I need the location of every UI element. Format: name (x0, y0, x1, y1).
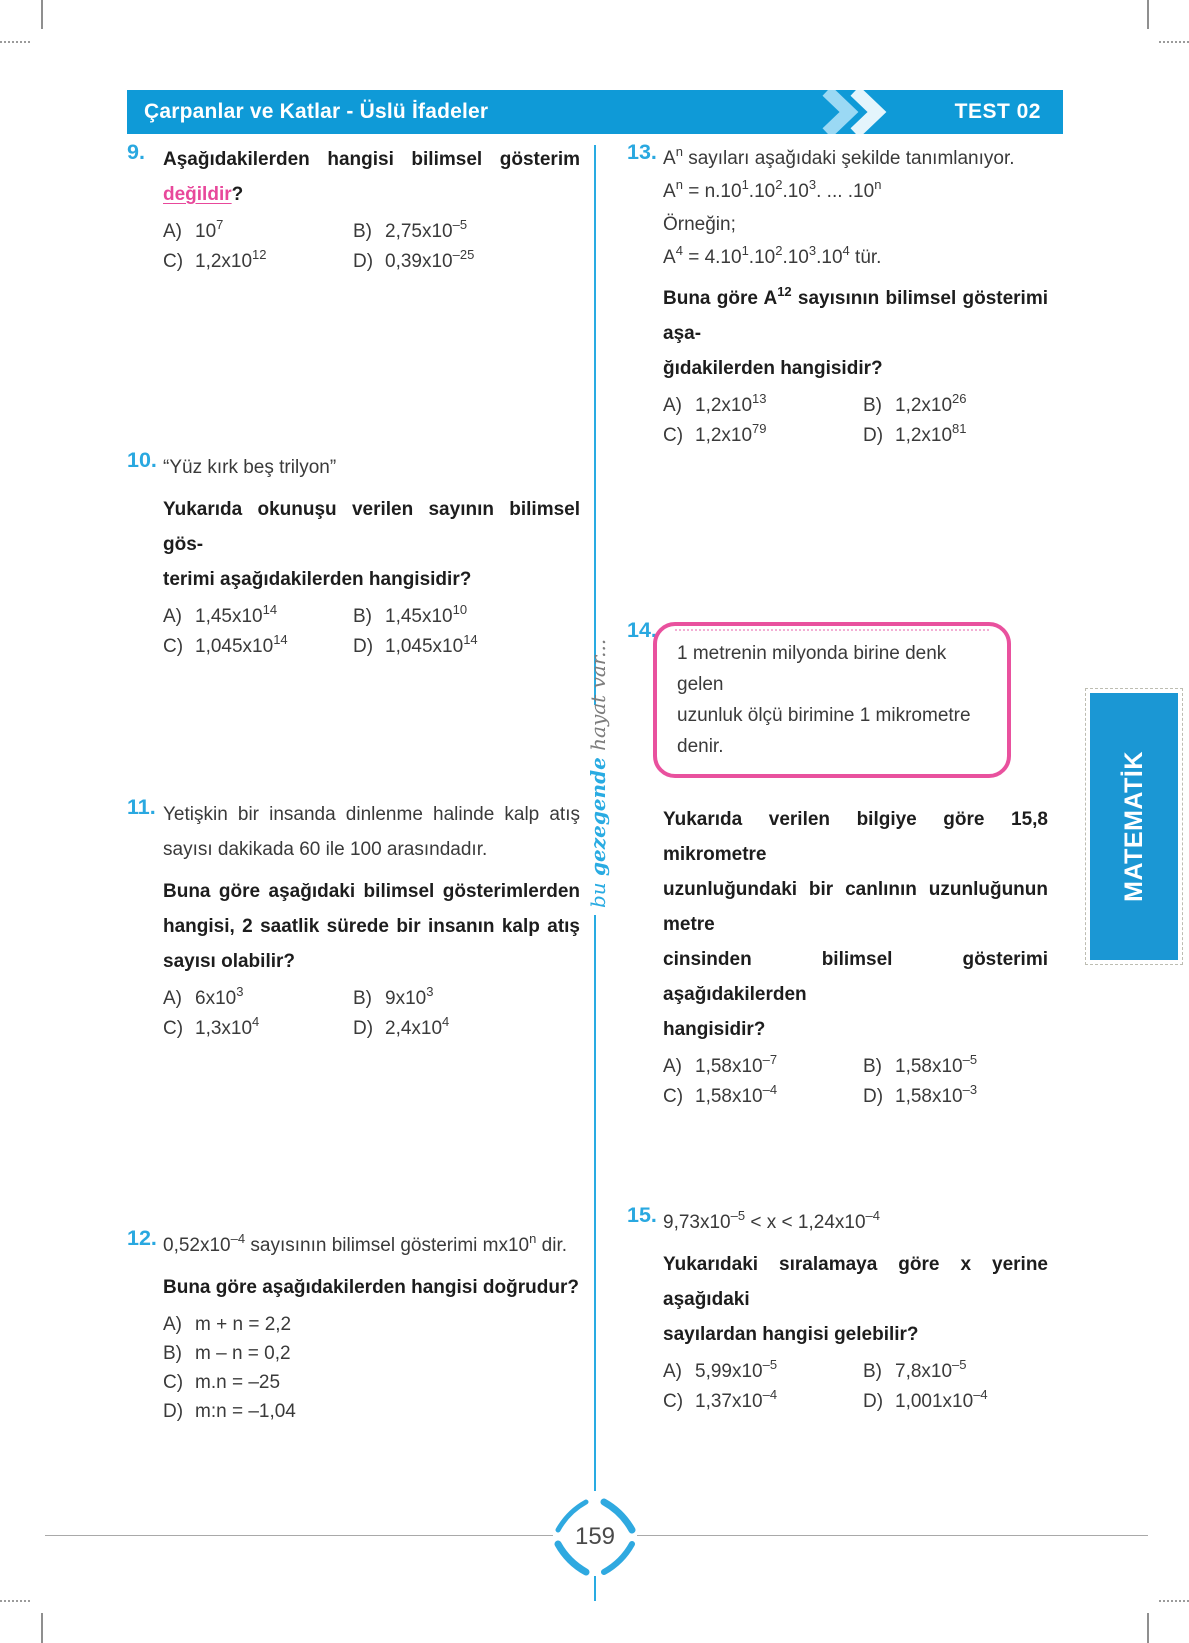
question-number: 10. (127, 448, 157, 472)
question-body (163, 1228, 580, 1426)
option-b: B) $1,58x10^{-5}$ (863, 1051, 978, 1077)
option-d: D) $1,001x10^{-4}$ (863, 1386, 988, 1412)
subject-tab-matematik (1090, 693, 1178, 960)
page-title: Çarpanlar ve Katlar - Üslü İfadeler (144, 100, 489, 123)
subject-tab-label: MATEMATİK (1119, 751, 1148, 902)
option-c: C) $1,3x10^4$ (163, 1013, 260, 1039)
option-a: A) $10^7$ (163, 216, 224, 242)
option-c: C) m.n = –25 (163, 1372, 281, 1393)
option-d: D) $1,2x10^{81}$ (863, 420, 967, 446)
highlighted-word: değildir (163, 184, 232, 205)
crop-mark (0, 1600, 30, 1602)
option-c: C) $1,37x10^{-4}$ (663, 1386, 778, 1412)
question-body (163, 450, 580, 662)
column-divider (594, 915, 596, 1491)
column-divider (594, 145, 596, 705)
question-stem: Aşağıdakilerden hangisi bilimsel gösterim değildir? (163, 149, 580, 205)
question-stem: Yukarıda okunuşu verilen sayının bilimsel gös- terimi aşağıdakilerden hangisidir? (163, 499, 580, 590)
option-d: D) $1,045x10^{14}$ (353, 631, 478, 657)
crop-mark (41, 0, 43, 29)
option-a: A) m + n = 2,2 (163, 1314, 292, 1335)
option-a: A) $5,99x10^{-5}$ (663, 1356, 778, 1382)
crop-mark (1159, 41, 1189, 43)
option-b: B) m – n = 0,2 (163, 1343, 291, 1364)
option-d: D) $1,58x10^{-3}$ (863, 1081, 978, 1107)
option-b: B) $9x10^3$ (353, 983, 434, 1009)
question-11 (127, 797, 580, 1044)
question-intro: “Yüz kırk beş trilyon” (163, 457, 337, 478)
question-body (163, 797, 580, 1044)
question-body (663, 1205, 1048, 1417)
question-number: 9. (127, 140, 145, 164)
crop-mark (1147, 0, 1149, 29)
footer-rule (637, 1535, 1148, 1536)
script-note-part: bu (586, 875, 610, 908)
question-14 (627, 620, 1048, 1112)
divider-script-note (586, 639, 610, 908)
option-b: B) $1,2x10^{26}$ (863, 390, 967, 416)
option-b: B) $2,75x10^{-5}$ (353, 216, 468, 242)
options (163, 1310, 580, 1426)
header-bar (127, 90, 1063, 134)
question-number: 14. (627, 618, 657, 642)
info-box: 1 metrenin milyonda birine denk gelen uzunluk ölçü birimine 1 mikrometre denir. (653, 622, 1011, 778)
option-a: A) $6x10^3$ (163, 983, 244, 1009)
question-12 (127, 1228, 580, 1426)
question-intro: Yetişkin bir insanda dinlenme halinde kalp atış sayısı dakikada 60 ile 100 arasındadır. (163, 804, 580, 860)
question-stem: Yukarıdaki sıralamaya göre x yerine aşağıdaki sayılardan hangisi gelebilir? (663, 1254, 1048, 1345)
question-body (663, 622, 1048, 1112)
option-c: C) $1,2x10^{79}$ (663, 420, 767, 446)
option-c: C) $1,045x10^{14}$ (163, 631, 288, 657)
chevron-right-icon (819, 90, 903, 134)
question-13 (627, 142, 1048, 451)
option-a: A) $1,2x10^{13}$ (663, 390, 767, 416)
crop-mark (0, 41, 30, 43)
crop-mark (1159, 1600, 1189, 1602)
option-d: D) m:n = –1,04 (163, 1401, 296, 1422)
options (663, 391, 1048, 451)
crop-mark (1147, 1613, 1149, 1643)
question-15 (627, 1205, 1048, 1417)
question-body (163, 142, 580, 277)
question-stem: Buna göre $A^{12}$ sayısının bilimsel gösterimi aşa- ğıdakilerden hangisidir? (663, 283, 1049, 379)
question-9 (127, 142, 580, 277)
options (663, 1052, 1048, 1112)
option-d: D) $2,4x10^4$ (353, 1013, 450, 1039)
question-intro: $A^n$ sayıları aşağıdaki şekilde tanımlanıyor. $A^n = n.10^1.10^2.10^3$. ... .10$^n$ Örneğin; $A^4 = 4.10^1.10^2.10^3.10^4$ tür. (663, 143, 1015, 268)
question-number: 15. (627, 1203, 657, 1227)
question-body (663, 142, 1048, 451)
option-c: C) $1,2x10^{12}$ (163, 246, 267, 272)
question-intro: $0,52x10^{-4}$ sayısının bilimsel gösterimi mx10$^n$ dir. (163, 1230, 567, 1256)
option-a: A) $1,58x10^{-7}$ (663, 1051, 778, 1077)
question-10 (127, 450, 580, 662)
script-note-part: gezegende (586, 757, 610, 876)
question-intro: $9,73x10^{-5} < x < 1,24x10^{-4}$ (663, 1207, 880, 1233)
footer-rule (45, 1535, 553, 1536)
question-number: 11. (127, 795, 156, 819)
options (163, 602, 580, 662)
option-d: D) $0,39x10^{-25}$ (353, 246, 475, 272)
question-stem: Yukarıda verilen bilgiye göre 15,8 mikrometre uzunluğundaki bir canlının uzunluğunun metre cinsinden bilimsel gösterimi aşağıdakilerden hangisidir? (663, 809, 1048, 1040)
option-a: A) $1,45x10^{14}$ (163, 601, 278, 627)
question-stem: Buna göre aşağıdakilerden hangisi doğrudur? (163, 1277, 579, 1298)
page-number: 159 (574, 1523, 616, 1550)
options (663, 1357, 1048, 1417)
question-stem: Buna göre aşağıdaki bilimsel gösterimlerden hangisi, 2 saatlik sürede bir insanın kalp atış sayısı olabilir? (163, 881, 580, 972)
options (163, 984, 580, 1044)
option-b: B) $7,8x10^{-5}$ (863, 1356, 967, 1382)
question-number: 13. (627, 140, 657, 164)
option-b: B) $1,45x10^{10}$ (353, 601, 468, 627)
script-note-part: hayat var... (586, 638, 610, 758)
crop-mark (41, 1613, 43, 1643)
question-number: 12. (127, 1226, 157, 1250)
options (163, 217, 580, 277)
test-number-label: TEST 02 (954, 100, 1041, 123)
option-c: C) $1,58x10^{-4}$ (663, 1081, 778, 1107)
